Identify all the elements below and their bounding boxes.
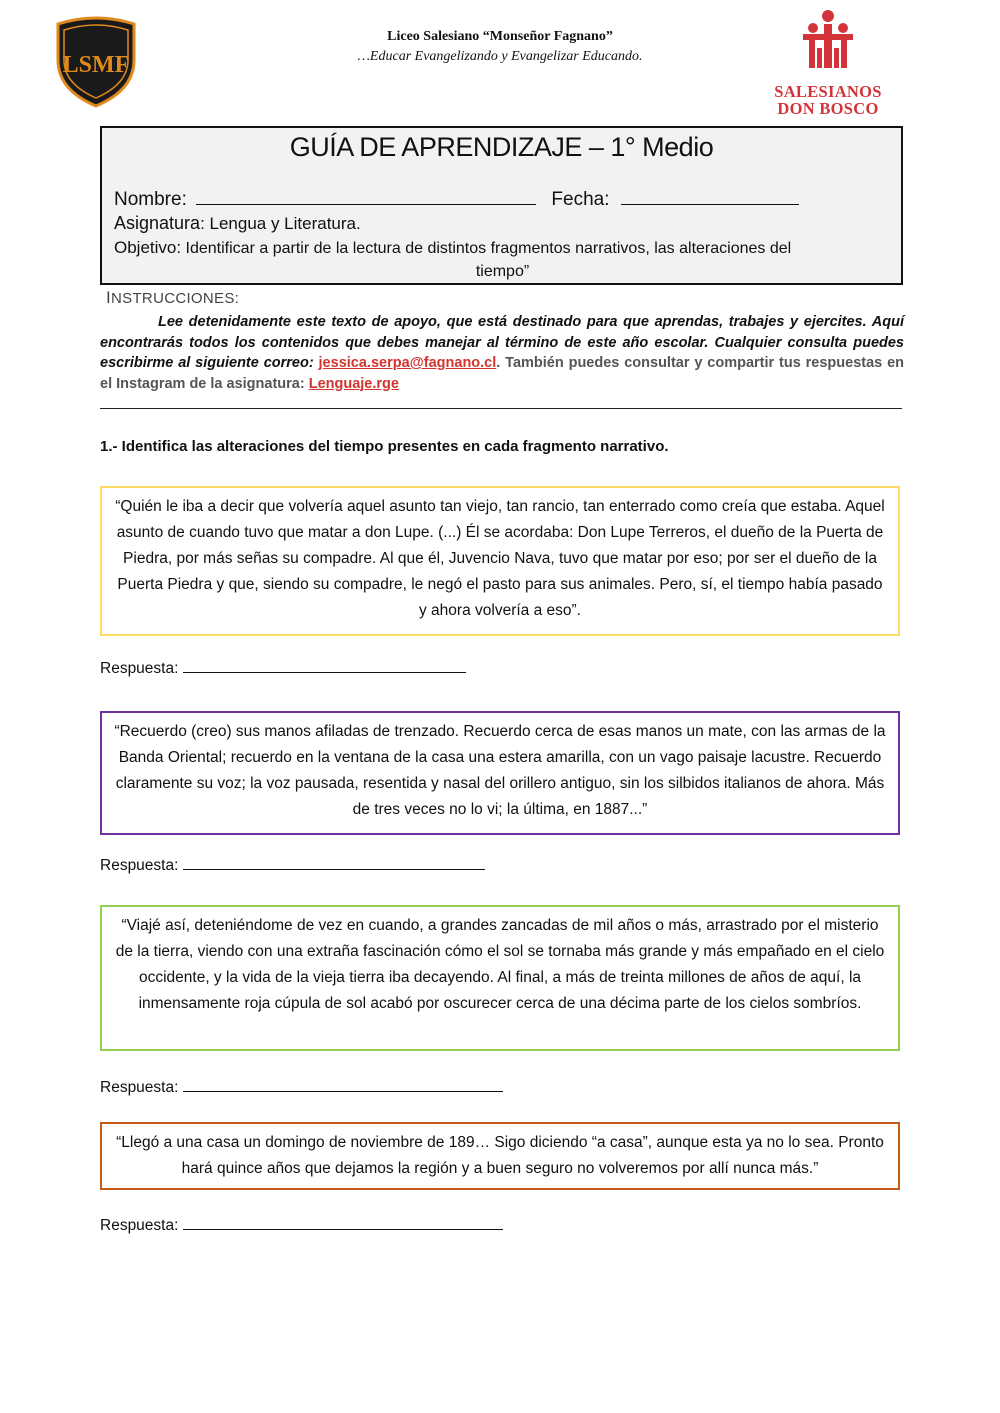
asignatura-label: Asignatura [114, 213, 201, 233]
answer-row-4 [100, 1215, 503, 1235]
instagram-link[interactable]: Lenguaje.rge [308, 375, 399, 392]
answer-row-3 [100, 1077, 503, 1097]
answer-field-3[interactable] [183, 1077, 503, 1092]
fragment-2: “Recuerdo (creo) sus manos afiladas de trenzado. Recuerdo cerca de esas manos un mate, con las armas de la Banda Oriental; recuerdo en la ventana de la casa una estera amarilla, con un vago paisaje lacustre. Recuerdo claramente su voz; la voz pausada, resentida y nasal del orillero antiguo, sin los silbidos italianos de ahora. Más de tres veces no lo vi; la última, en 1887...” [100, 711, 900, 835]
answer-row-1 [100, 658, 466, 678]
school-motto: …Educar Evangelizando y Evangelizar Educando. [357, 49, 643, 64]
divider [100, 408, 902, 409]
fragment-3: “Viajé así, deteniéndome de vez en cuando, a grandes zancadas de mil años o más, arrastrado por el misterio de la tierra, viendo con una extraña fascinación cómo el sol se tornaba más grande y más empañado en el cielo occidente, y la vida de la vieja tierra iba decayendo. Al final, a más de treinta millones de años de aquí, la inmensamente roja cúpula de sol acabó por oscurecer cerca de una décima parte de los cielos sombríos. [100, 905, 900, 1051]
fecha-label: Fecha: [551, 189, 610, 210]
instructions-text [100, 312, 904, 394]
instructions-part1: Lee detenidamente este texto de apoyo, que está destinado para que aprendas, trabajes y ejercites. Aquí encontrarás todos los contenidos que debes manejar al término de este año escolar. Cualquier consulta puedes escribirme al siguiente correo: [100, 314, 904, 371]
name-date-row [114, 188, 799, 211]
title-box [100, 126, 903, 285]
asignatura-row [114, 213, 361, 234]
school-name: Liceo Salesiano “Monseñor Fagnano” [387, 29, 613, 44]
answer-field-4[interactable] [183, 1215, 503, 1230]
salesianos-logo [772, 8, 884, 118]
question-1: 1.- Identifica las alteraciones del tiempo presentes en cada fragmento narrativo. [100, 438, 669, 455]
answer-label: Respuesta: [100, 660, 179, 677]
logo-text-don-bosco: DON BOSCO [777, 99, 879, 118]
instructions-part2: . También puedes consultar y compartir tus respuestas en el Instagram de la asignatura: [100, 355, 905, 392]
fragment-1: “Quién le iba a decir que volvería aquel asunto tan viejo, tan rancio, tan enterrado como creía que estaba. Aquel asunto de cuando tuvo que matar a don Lupe. (...) Él se acordaba: Don Lupe Terreros, el dueño de la Puerta de Piedra, por más señas su compadre. Al que él, Juvencio Nava, tuvo que matar por eso; por ser el dueño de la Puerta Piedra y que, siendo su compadre, le negó el pasto para sus animales. Pero, sí, el tiempo había pasado y ahora volvería a eso”. [100, 486, 900, 636]
answer-label: Respuesta: [100, 1079, 179, 1096]
instructions-heading: INSTRUCCIONES: [106, 288, 240, 307]
answer-label: Respuesta: [100, 1217, 179, 1234]
nombre-label: Nombre: [114, 189, 187, 210]
asignatura-value: : Lengua y Literatura. [200, 214, 361, 233]
answer-field-1[interactable] [183, 658, 466, 673]
answer-label: Respuesta: [100, 857, 179, 874]
crest-letters: LSMF [62, 52, 130, 78]
fecha-field[interactable] [621, 188, 799, 205]
email-link[interactable]: jessica.serpa@fagnano.cl [318, 355, 497, 371]
objetivo-label: Objetivo: [114, 238, 182, 257]
answer-row-2 [100, 855, 485, 875]
objetivo-value: Identificar a partir de la lectura de distintos fragmentos narrativos, las alteraciones del [181, 240, 792, 257]
page-title: GUÍA DE APRENDIZAJE – 1° Medio [289, 132, 714, 162]
school-header [250, 27, 750, 67]
school-crest-logo [52, 16, 140, 108]
salesianos-figures-icon [793, 8, 863, 78]
fragment-4: “Llegó a una casa un domingo de noviembre de 189… Sigo diciendo “a casa”, aunque esta ya no lo sea. Pronto hará quince años que dejamos la región y a buen seguro no volveremos por allí nunca más.” [100, 1122, 900, 1190]
objetivo-row [114, 236, 891, 283]
nombre-field[interactable] [196, 188, 536, 205]
objetivo-tail: tiempo” [475, 263, 530, 280]
logo-text-salesianos: SALESIANOS [774, 82, 882, 101]
answer-field-2[interactable] [183, 855, 485, 870]
